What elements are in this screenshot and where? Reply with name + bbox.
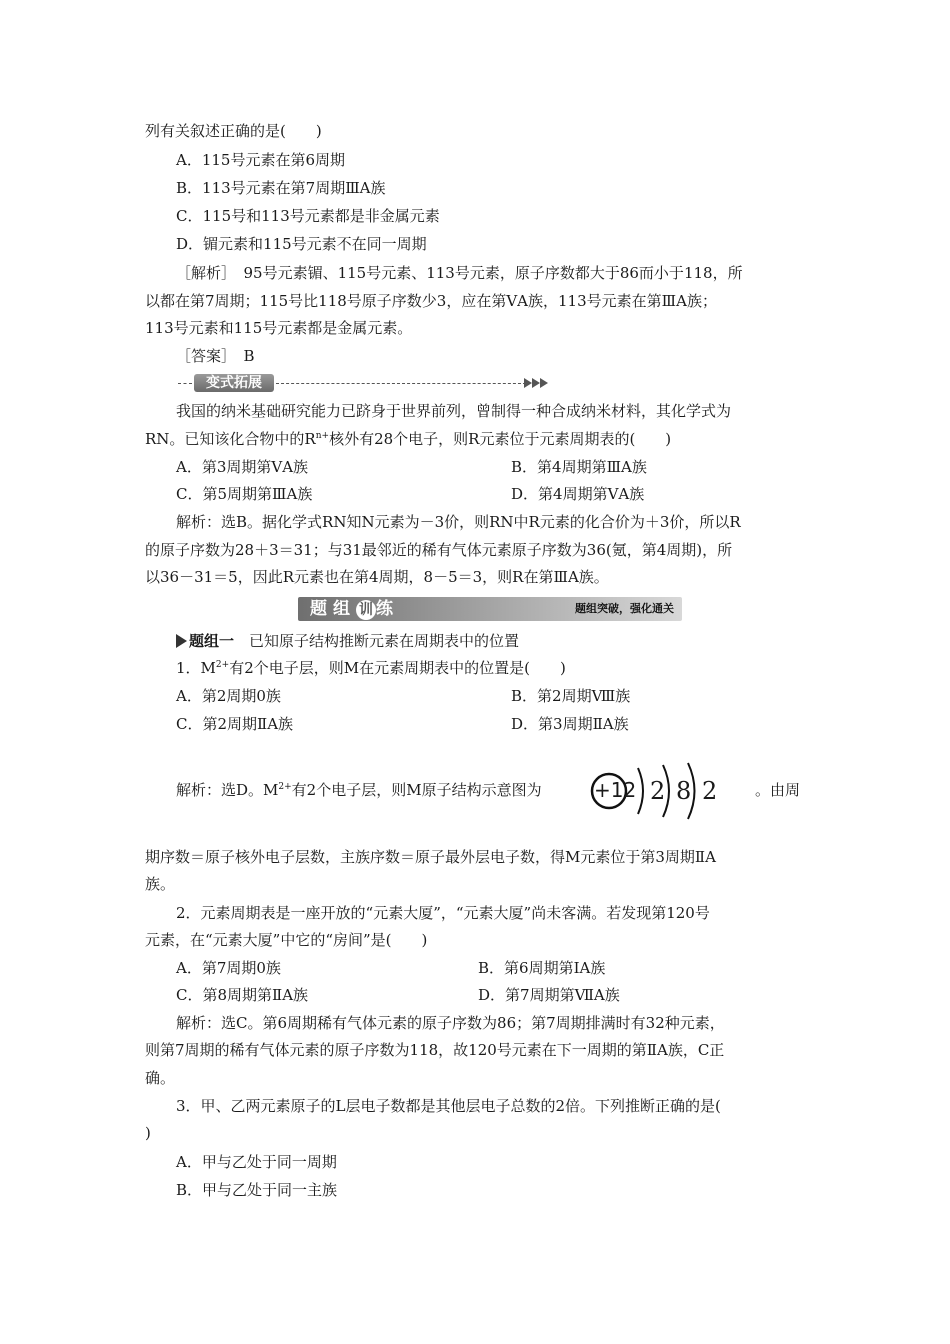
option-c: C．第2周期ⅡA族: [176, 715, 294, 733]
analysis-line: 期序数＝原子核外电子层数，主族序数＝原子最外层电子数，得M元素位于第3周期ⅡA: [145, 848, 716, 866]
shell-electrons: 8: [676, 777, 692, 805]
option-d: D．第4周期第ⅤA族: [511, 485, 645, 503]
group-label: 题组一: [189, 632, 235, 650]
arrow-icon: [524, 377, 554, 389]
option-c: C．第5周期第ⅢA族: [176, 485, 313, 503]
analysis-line: 113号元素和115号元素都是金属元素。: [145, 319, 413, 337]
option-d: D．第7周期第ⅦA族: [478, 986, 620, 1004]
nucleus-charge: +12: [594, 778, 637, 802]
question-stem: 2．元素周期表是一座开放的“元素大厦”，“元素大厦”尚未客满。若发现第120号: [176, 904, 710, 922]
training-banner-subtitle: 题组突破，强化通关: [575, 602, 674, 615]
question-stem: [145, 429, 671, 449]
analysis-line: 族。: [145, 875, 176, 893]
stem-text: 核外有28个电子，则R元素位于元素周期表的( ): [329, 430, 672, 448]
analysis-line: 的原子序数为28＋3＝31；与31最邻近的稀有气体元素原子序数为36(氪，第4周期)，所: [145, 541, 733, 559]
option-b: B．113号元素在第7周期ⅢA族: [176, 179, 386, 197]
analysis-line: 解析：选C。第6周期稀有气体元素的原子序数为86；第7周期排满时有32种元素，: [176, 1014, 725, 1032]
training-banner: [298, 597, 682, 621]
analysis-line: ［解析］ 95号元素镅、115号元素、113号元素，原子序数都大于86而小于118，所: [176, 264, 743, 282]
analysis-line: 则第7周期的稀有气体元素的原子序数为118，故120号元素在下一周期的第ⅡA族，C正: [145, 1041, 725, 1059]
option-b: B．第6周期第ⅠA族: [478, 959, 606, 977]
option-a: A．第7周期0族: [176, 959, 281, 977]
analysis-line: 确。: [145, 1069, 176, 1087]
question-stem: 3．甲、乙两元素原子的L层电子数都是其他层电子总数的2倍。下列推断正确的是(: [176, 1097, 721, 1115]
analysis-line: 以都在第7周期；115号比118号原子序数少3，应在第ⅤA族，113号元素在第ⅢA族；: [145, 292, 717, 310]
option-a: A．甲与乙处于同一周期: [176, 1153, 337, 1171]
question-stem: ): [145, 1124, 151, 1142]
question-stem: 列有关叙述正确的是( ): [145, 122, 322, 140]
charge-superscript: n+: [315, 431, 330, 441]
option-d: D．镅元素和115号元素不在同一周期: [176, 235, 427, 253]
training-badge-icon: 训: [356, 600, 376, 620]
question-stem: 元素，在“元素大厦”中它的“房间”是( ): [145, 931, 428, 949]
triangle-icon: [176, 634, 187, 648]
option-c: C．115号和113号元素都是非金属元素: [176, 207, 440, 225]
analysis-line: 解析：选B。据化学式RN知N元素为－3价，则RN中R元素的化合价为＋3价，所以R: [176, 513, 741, 531]
analysis-line: 。由周: [755, 781, 801, 799]
stem-text: RN。已知该化合物中的R: [145, 430, 316, 448]
analysis-line: 解析：选D。$M^{2+}$有2个电子层，则M原子结构示意图为: [176, 781, 542, 799]
group-heading: [176, 631, 519, 651]
option-b: B．甲与乙处于同一主族: [176, 1181, 338, 1199]
group-title: 已知原子结构推断元素在周期表中的位置: [249, 632, 520, 650]
training-banner-title: 题组 训 练: [310, 599, 399, 619]
option-c: C．第8周期第ⅡA族: [176, 986, 309, 1004]
shell-electrons: 2: [650, 777, 666, 805]
extension-banner-label: 变式拓展: [194, 374, 274, 392]
option-d: D．第3周期ⅡA族: [511, 715, 629, 733]
shell-electrons: 2: [702, 777, 718, 805]
charge-superscript: 2+: [278, 782, 292, 792]
option-a: A．第2周期0族: [176, 687, 281, 705]
option-a: A．115号元素在第6周期: [176, 151, 346, 169]
option-a: A．第3周期第ⅤA族: [176, 458, 309, 476]
charge-superscript: 2+: [215, 660, 230, 670]
atom-structure-diagram: [590, 762, 730, 820]
answer-line: ［答案］ B: [176, 347, 255, 365]
question-stem: 1．$M^{2+}$有2个电子层，则M在元素周期表中的位置是( ): [176, 659, 566, 677]
option-b: B．第2周期Ⅷ族: [511, 687, 631, 705]
question-stem: 我国的纳米基础研究能力已跻身于世界前列，曾制得一种合成纳米材料，其化学式为: [176, 402, 732, 420]
analysis-line: 以36－31＝5，因此R元素也在第4周期，8－5＝3，则R在第ⅢA族。: [145, 568, 609, 586]
extension-banner: [178, 372, 558, 394]
option-b: B．第4周期第ⅢA族: [511, 458, 647, 476]
